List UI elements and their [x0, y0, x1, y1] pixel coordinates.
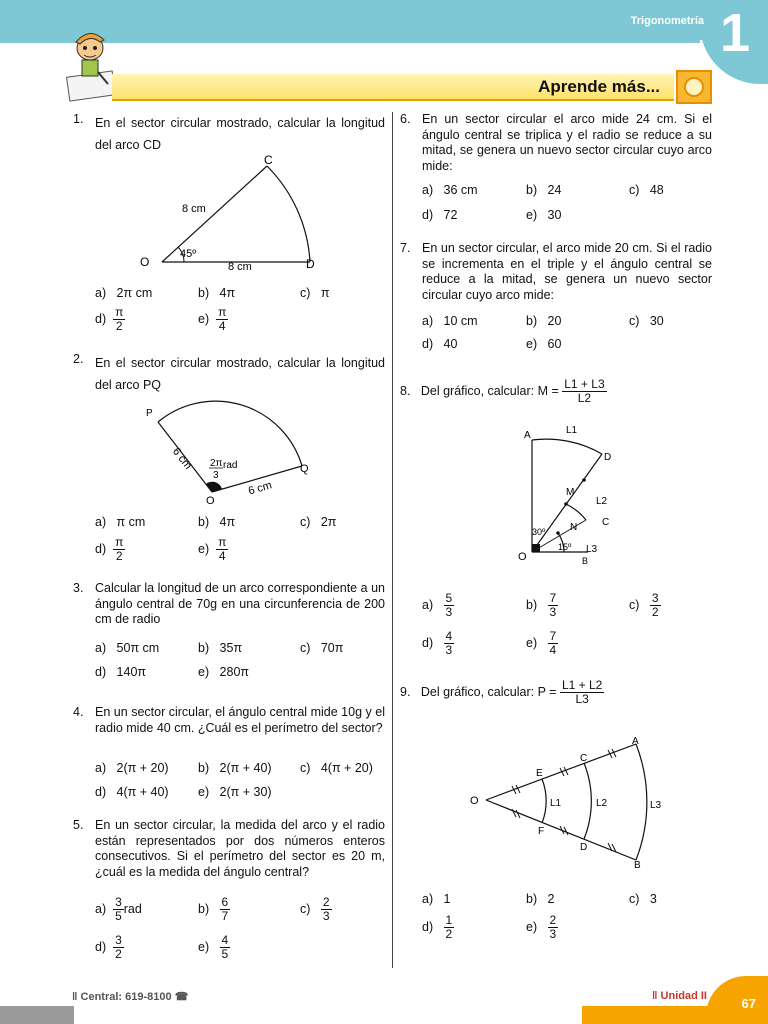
- option-8d[interactable]: d) $\frac{4}{3}$: [422, 629, 453, 657]
- option-1e[interactable]: e) $\frac{\pi}{4}$: [198, 305, 227, 333]
- option-1d[interactable]: d) $\frac{\pi}{2}$: [95, 305, 124, 333]
- option-6e[interactable]: e) 30: [526, 208, 562, 222]
- option-4c[interactable]: c) 4(π + 20): [300, 761, 373, 775]
- label-radius-op: 6 cm: [169, 445, 194, 472]
- question-text: En un sector circular, el ángulo central mide 10g y el radio mide 40 cm. ¿Cuál es el perímetro del sector?: [95, 705, 385, 735]
- question-9: [400, 679, 604, 706]
- question-number: 8.: [400, 383, 411, 398]
- question-formula: $\frac{L1 + L2}{L3}$: [561, 678, 603, 706]
- option-6a[interactable]: a) 36 cm: [422, 183, 478, 197]
- option-4a[interactable]: a) 2(π + 20): [95, 761, 169, 775]
- option-3c[interactable]: c) 70π: [300, 641, 344, 655]
- label-point-e: E: [536, 768, 543, 779]
- figure-sector-cd: [130, 150, 330, 276]
- label-point-b: B: [582, 556, 589, 566]
- option-1b[interactable]: b) 4π: [198, 286, 236, 300]
- option-7a[interactable]: a) 10 cm: [422, 314, 478, 328]
- option-2b[interactable]: b) 4π: [198, 515, 236, 529]
- column-divider: [392, 112, 393, 968]
- label-angle-30: 30º: [532, 527, 546, 537]
- label-arc-l1: L1: [550, 798, 562, 809]
- option-9e[interactable]: e) $\frac{2}{3}$: [526, 913, 557, 941]
- option-4d[interactable]: d) 4(π + 40): [95, 785, 169, 799]
- subject-title: Trigonometría: [630, 15, 704, 27]
- question-number: 4.: [73, 705, 84, 719]
- question-number: 1.: [73, 112, 84, 126]
- label-radius-oc: 8 cm: [182, 203, 206, 215]
- option-5a[interactable]: a) $\frac{3}{5}$ rad: [95, 895, 142, 923]
- label-point-o: O: [518, 551, 527, 563]
- label-angle-den: 3: [213, 470, 219, 481]
- question-text: En el sector circular mostrado, calcular la longitud del arco PQ: [95, 356, 385, 392]
- label-arc-l3: L3: [650, 800, 662, 811]
- label-point-o: O: [206, 495, 215, 506]
- option-5b[interactable]: b) $\frac{6}{7}$: [198, 895, 229, 923]
- question-text: En un sector circular, el arco mide 20 cm. Si el radio se incrementa en el triple y el ángulo central se reduce a la mitad, se genera un nuevo sector circular cuyo arco mide:: [422, 241, 712, 302]
- banner-badge-icon: [676, 70, 712, 104]
- option-7d[interactable]: d) 40: [422, 337, 458, 351]
- figure-concentric-sectors: [508, 420, 618, 570]
- option-3e[interactable]: e) 280π: [198, 665, 250, 679]
- label-arc-l2: L2: [596, 798, 608, 809]
- option-7b[interactable]: b) 20: [526, 314, 562, 328]
- label-arc-l3: L3: [586, 544, 598, 555]
- question-8: [400, 378, 607, 405]
- question-text: En un sector circular, la medida del arco y el radio están representados por dos números enteros consecutivos. Si el perímetro del sector es 20 m, ¿cuál es la medida del ángulo central?: [95, 818, 385, 879]
- label-radius-oq: 6 cm: [247, 479, 274, 498]
- label-point-b: B: [634, 860, 641, 870]
- option-7e[interactable]: e) 60: [526, 337, 562, 351]
- question-number: 2.: [73, 352, 84, 366]
- question-number: 9.: [400, 684, 411, 699]
- footer-unit: ‖ Unidad II: [652, 990, 707, 1002]
- footer-central: ‖ Central: 619-8100 ☎: [72, 991, 189, 1003]
- label-point-d: D: [306, 257, 315, 271]
- option-5e[interactable]: e) $\frac{4}{5}$: [198, 933, 229, 961]
- option-2e[interactable]: e) $\frac{\pi}{4}$: [198, 535, 227, 563]
- section-title: Aprende más...: [538, 77, 660, 96]
- option-3a[interactable]: a) 50π cm: [95, 641, 160, 655]
- option-8a[interactable]: a) $\frac{5}{3}$: [422, 591, 453, 619]
- option-8e[interactable]: e) $\frac{7}{4}$: [526, 629, 557, 657]
- option-9c[interactable]: c) 3: [629, 892, 657, 906]
- question-text: Del gráfico, calcular: P =: [420, 684, 557, 699]
- label-point-c: C: [580, 753, 588, 764]
- label-point-d: D: [604, 452, 612, 463]
- option-3b[interactable]: b) 35π: [198, 641, 243, 655]
- option-9d[interactable]: d) $\frac{1}{2}$: [422, 913, 453, 941]
- label-point-c: C: [602, 517, 610, 528]
- label-point-q: Q: [300, 463, 309, 475]
- option-6d[interactable]: d) 72: [422, 208, 458, 222]
- question-number: 5.: [73, 818, 84, 832]
- option-7c[interactable]: c) 30: [629, 314, 664, 328]
- question-number: 6.: [400, 112, 411, 126]
- option-9a[interactable]: a) 1: [422, 892, 451, 906]
- option-4e[interactable]: e) 2(π + 30): [198, 785, 272, 799]
- option-3d[interactable]: d) 140π: [95, 665, 147, 679]
- label-point-n: N: [570, 522, 578, 533]
- option-4b[interactable]: b) 2(π + 40): [198, 761, 272, 775]
- label-angle-15: 15º: [558, 542, 572, 552]
- option-6b[interactable]: b) 24: [526, 183, 562, 197]
- option-1c[interactable]: c) π: [300, 286, 330, 300]
- question-number: 7.: [400, 241, 411, 255]
- section-banner-underline: [112, 99, 674, 101]
- figure-sector-pq: [140, 396, 330, 506]
- option-5c[interactable]: c) $\frac{2}{3}$: [300, 895, 330, 923]
- label-angle-num: 2π: [210, 458, 223, 469]
- label-point-a: A: [632, 736, 639, 747]
- option-5d[interactable]: d) $\frac{3}{2}$: [95, 933, 122, 961]
- question-text: En un sector circular el arco mide 24 cm. Si el ángulo central se triplica y el radio se reduce a su mitad, se genera un nuevo sector circular cuyo arco mide:: [422, 112, 712, 173]
- label-arc-l1: L1: [566, 425, 578, 436]
- label-radius-od: 8 cm: [228, 261, 252, 273]
- label-point-m: M: [566, 487, 575, 498]
- option-1a[interactable]: a) 2π cm: [95, 286, 153, 300]
- footer-left-bar: [0, 1006, 74, 1024]
- phone-icon: ☎: [174, 991, 189, 1003]
- label-point-f: F: [538, 826, 545, 837]
- question-text: Del gráfico, calcular: M =: [420, 383, 559, 398]
- question-text: En el sector circular mostrado, calcular la longitud del arco CD: [95, 116, 385, 152]
- question-formula: $\frac{L1 + L3}{L2}$: [564, 377, 605, 405]
- option-9b[interactable]: b) 2: [526, 892, 555, 906]
- label-point-d: D: [580, 842, 588, 853]
- label-point-a: A: [524, 430, 531, 441]
- label-point-o: O: [470, 795, 479, 807]
- label-angle-unit: rad: [223, 460, 238, 471]
- page-number: 67: [741, 996, 756, 1011]
- label-arc-l2: L2: [596, 496, 608, 507]
- page-tab: [706, 976, 768, 1024]
- question-text: Calcular la longitud de un arco correspondiente a un ángulo central de 70g en una circunferencia de 200 cm de radio: [95, 581, 385, 626]
- label-point-o: O: [140, 255, 150, 269]
- option-2d[interactable]: d) $\frac{\pi}{2}$: [95, 535, 124, 563]
- label-point-p: P: [146, 408, 153, 419]
- figure-nested-sectors: [464, 730, 684, 870]
- option-8b[interactable]: b) $\frac{7}{3}$: [526, 591, 557, 619]
- option-2c[interactable]: c) 2π: [300, 515, 337, 529]
- label-angle: 45º: [180, 248, 197, 260]
- option-2a[interactable]: a) π cm: [95, 515, 146, 529]
- question-number: 3.: [73, 581, 84, 595]
- label-point-c: C: [264, 153, 273, 167]
- unit-number: 1: [719, 3, 750, 63]
- option-6c[interactable]: c) 48: [629, 183, 664, 197]
- option-8c[interactable]: c) $\frac{3}{2}$: [629, 591, 659, 619]
